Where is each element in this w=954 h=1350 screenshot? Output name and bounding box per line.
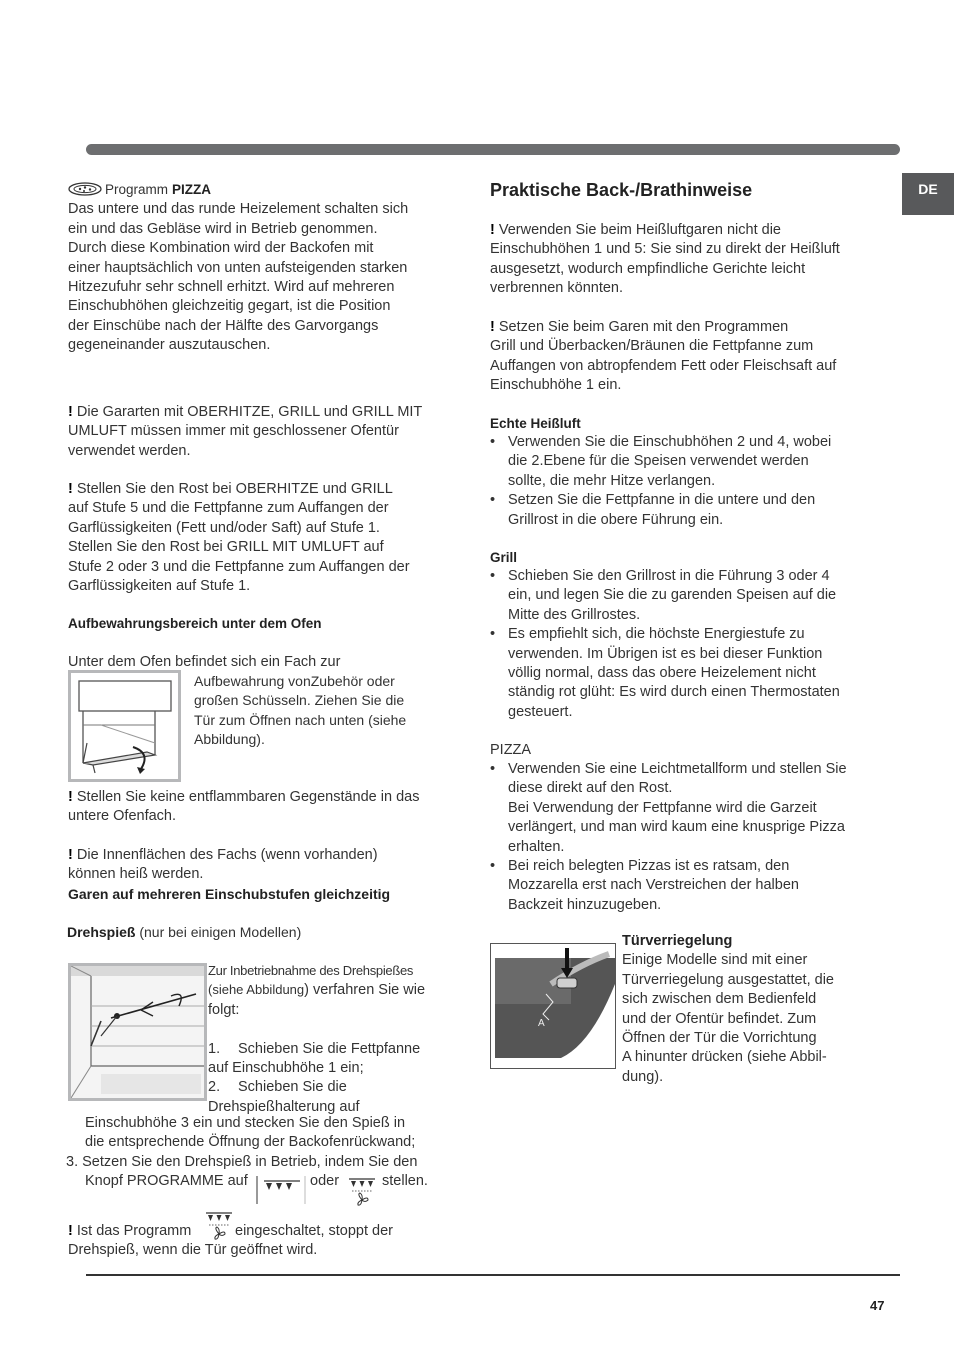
note-rack-position: ! Stellen Sie den Rost bei OBERHITZE und GRILL auf Stufe 5 und die Fettpfanne zum Auffangen der Garflüssigkeiten (Fett und/oder Saft) auf Stufe 1. Stellen Sie den Rost bei GRILL MIT UMLUFT auf Stufe 2 oder 3 und die Fettpfanne zum Auffangen der Garflüssigkeiten auf Stufe 1. <box>68 481 410 595</box>
note-closed-door: ! Die Gararten mit OBERHITZE, GRILL und GRILL MIT UMLUFT müssen immer mit geschlossener Ofentür verwendet werden. <box>68 404 423 459</box>
pizza-tips-list <box>490 760 847 915</box>
note-drip-pan: ! Setzen Sie beim Garen mit den Programmen Grill und Überbacken/Bräunen die Fettpfanne zum Auffangen von abtropfendem Fett oder Fleischsaft auf Einschubhöhe 1 ein. <box>490 319 837 394</box>
spit-step3-knob-line: Knopf PROGRAMME auf <box>85 1173 248 1189</box>
practical-tips-title: Praktische Back-/Brathinweise <box>490 180 753 200</box>
list-item: • Verwenden Sie eine Leichtmetallform und stellen Sie diese direkt auf den Rost. Bei Verwendung der Fettpfanne wird die Garzeit verlängert, und man wird kaum eine knusprige Pizza erhalten. <box>490 760 847 857</box>
pizza-program-title: Programm PIZZA <box>68 180 408 200</box>
language-tab: DE <box>902 173 954 215</box>
footer-rule <box>86 1274 900 1276</box>
spit-step3: 3. Setzen Sie den Drehspieß in Betrieb, indem Sie den <box>66 1154 418 1170</box>
echte-heissluft-heading: Echte Heißluft <box>490 416 581 431</box>
storage-heading: Aufbewahrungsbereich unter dem Ofen <box>68 616 322 631</box>
note-convection-levels: ! Verwenden Sie beim Heißluftgaren nicht die Einschubhöhen 1 und 5: Sie sind zu direkt der Heißluft ausgesetzt, wodurch empfindliche Gerichte leicht verbrennen könnten. <box>490 222 840 297</box>
echte-heissluft-list <box>490 433 831 530</box>
door-lock-heading: Türverriegelung <box>622 933 733 949</box>
list-item: • Schieben Sie den Grillrost in die Führung 3 oder 4 ein, und legen Sie die zu garenden Speisen auf die Mitte des Grillrostes. <box>490 567 840 625</box>
note-spit-door: ! Ist das Programm Drehspieß, wenn die Tür geöffnet wird. <box>68 1223 318 1259</box>
door-lock-block: Türverriegelung Einige Modelle sind mit einer Türverriegelung ausgestattet, die sich zwischen dem Bedienfeld und der Ofentür befindet. Zum Öffnen der Tür die Vorrichtung A hinunter drücken (siehe Abbil- dung). <box>622 933 834 1085</box>
list-item: • Verwenden Sie die Einschubhöhen 2 und 4, wobei die 2.Ebene für die Speisen verwendet werden sollte, die mehr Hitze verlangen. <box>490 433 831 491</box>
storage-drawer-figure <box>68 670 181 782</box>
pizza-tips-heading: PIZZA <box>490 742 532 758</box>
list-item: • Setzen Sie die Fettpfanne in die untere und den Grillrost in die obere Führung ein. <box>490 491 831 530</box>
list-item: • Es empfiehlt sich, die höchste Energiestufe zu verwenden. Im Übrigen ist es bei dieser Funktion völlig normal, dass das obere Heizelement nicht ständig rot glüht: Es wird durch einen Thermostaten gesteuert. <box>490 625 840 722</box>
grill-program-icon <box>256 1176 306 1204</box>
door-lock-figure <box>490 943 616 1069</box>
note-flammable: ! Stellen Sie keine entflammbaren Gegenstände in das untere Ofenfach. <box>68 789 420 825</box>
page-number: 47 <box>870 1298 885 1313</box>
grill-list <box>490 567 840 722</box>
storage-text-wrap: Aufbewahrung vonZubehör oder großen Schüsseln. Ziehen Sie die Tür zum Öffnen nach unten (siehe Abbildung). <box>194 673 407 748</box>
list-item: • Bei reich belegten Pizzas ist es ratsam, den Mozzarella erst nach Verstreichen der halben Backzeit hinzuzugeben. <box>490 857 847 915</box>
spit-instructions-wrap: Zur Inbetriebnahme des Drehspießes (siehe Abbildung) verfahren Sie wie folgt: 1. Schieben Sie die Fettpfanne auf Einschubhöhe 1 ein; 2. Schieben Sie die Drehspießhalterung auf <box>208 963 426 1115</box>
spit-heading: Drehspieß <box>67 924 136 940</box>
rotisserie-program-icon <box>204 1210 234 1244</box>
rotisserie-figure <box>68 963 207 1101</box>
pizza-program-icon <box>68 182 102 196</box>
grill-heading: Grill <box>490 550 518 565</box>
header-rule <box>86 144 900 155</box>
spit-heading-line: Drehspieß (nur bei einigen Modellen) <box>67 924 302 940</box>
note-spit-door-cont: eingeschaltet, stoppt der <box>235 1223 393 1239</box>
pizza-program-block: Programm PIZZA Das untere und das runde Heizelement schalten sich ein und das Gebläse wird in Betrieb genommen. Durch diese Kombination wird der Backofen mit einer hauptsächlich von unten aufsteigenden starken Hitzezufuhr sehr schnell erhitzt. Wird auf mehreren Einschubhöhen gleichzeitig gegart, ist die Position der Einschübe nach der Hälfte des Garvorgangs gegeneinander auszutauschen. <box>68 182 409 354</box>
storage-text-first: Unter dem Ofen befindet sich ein Fach zur <box>68 654 341 670</box>
door-lock-label: A <box>538 1018 545 1029</box>
pizza-program-name: PIZZA <box>172 182 212 197</box>
spit-step3-set: stellen. <box>382 1173 428 1189</box>
note-hot-surfaces: ! Die Innenflächen des Fachs (wenn vorhanden) können heiß werden. <box>68 847 378 883</box>
multi-level-heading: Garen auf mehreren Einschubstufen gleichzeitig <box>68 886 391 902</box>
spit-step2-continued: Einschubhöhe 3 ein und stecken Sie den Spieß in die entsprechende Öffnung der Backofenrückwand; <box>85 1115 416 1151</box>
spit-step3-or: oder <box>310 1173 340 1189</box>
grill-fan-program-icon <box>347 1176 377 1210</box>
